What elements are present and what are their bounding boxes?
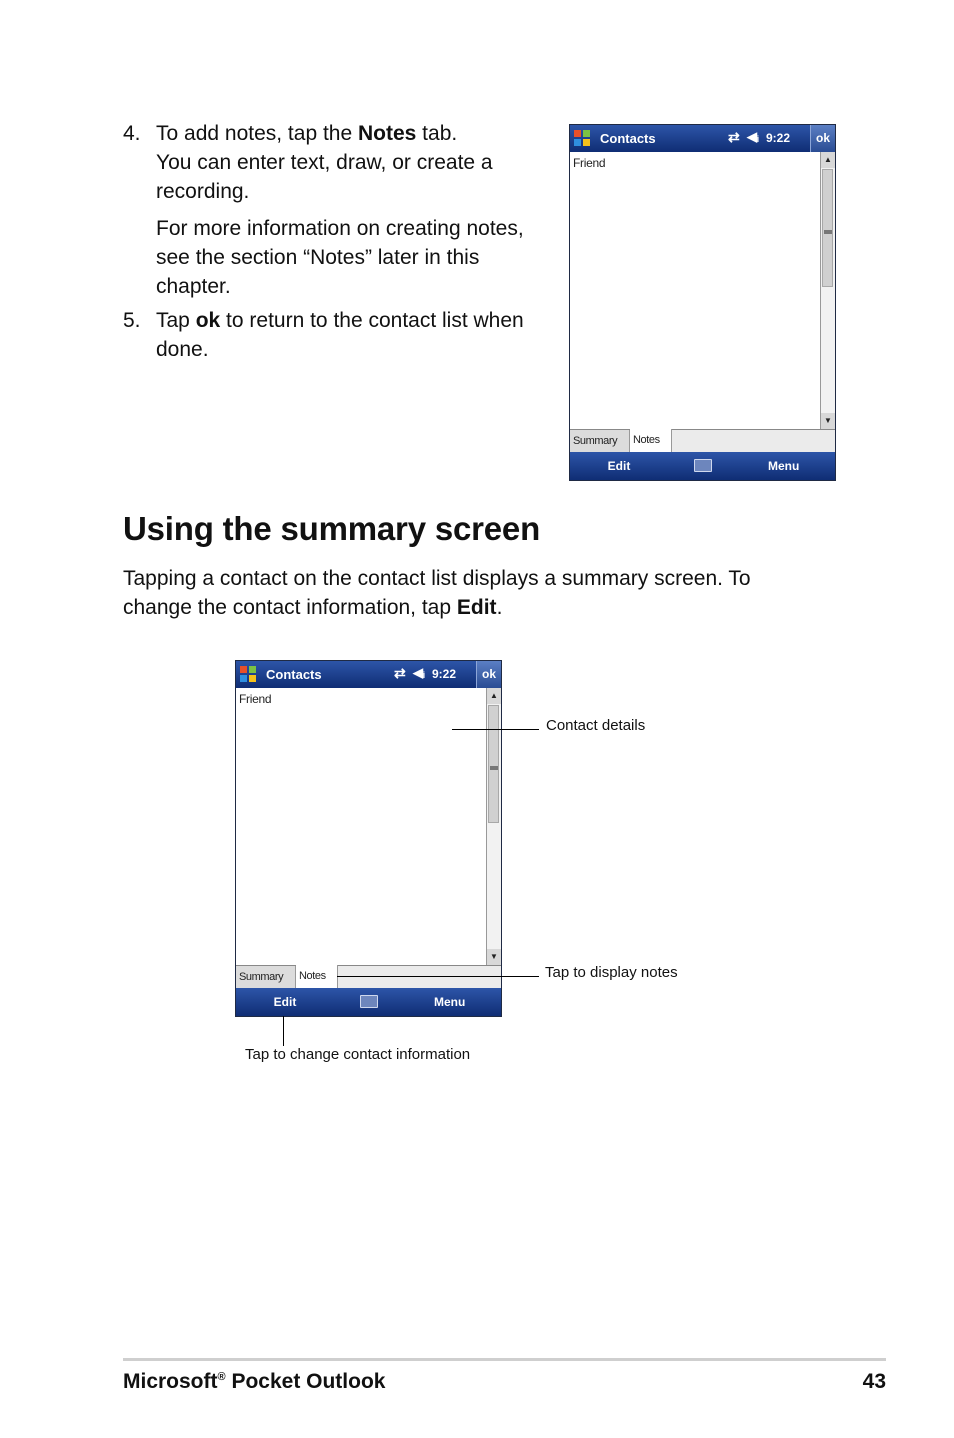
footer-brand: Microsoft [123, 1370, 218, 1393]
step-4-detail: You can enter text, draw, or create a recording. [156, 151, 493, 203]
menu-bar [236, 988, 501, 1016]
notes-keyword: Notes [357, 122, 417, 145]
scroll-down-icon[interactable]: ▼ [821, 413, 835, 429]
footer-title [123, 1370, 385, 1394]
step-4-after: tab. [416, 122, 458, 145]
edit-softkey[interactable]: Edit [607, 459, 631, 473]
contact-name: Friend [573, 156, 606, 170]
volume-icon[interactable]: ◀ᵢ [747, 129, 759, 144]
scroll-down-icon[interactable]: ▼ [487, 949, 501, 965]
menu-bar [570, 452, 835, 480]
page-number: 43 [862, 1370, 886, 1393]
scrollbar[interactable] [820, 152, 835, 429]
windows-start-icon[interactable] [240, 666, 257, 683]
tab-notes[interactable]: Notes [630, 429, 672, 454]
step-5-text [156, 306, 546, 364]
volume-icon[interactable]: ◀ᵢ [413, 665, 425, 680]
edit-softkey[interactable]: Edit [273, 995, 297, 1009]
app-title: Contacts [600, 131, 656, 146]
footer-rule [123, 1358, 886, 1361]
keyboard-icon[interactable] [360, 995, 378, 1008]
callout-change-info: Tap to change contact information [245, 1046, 471, 1063]
tab-notes[interactable]: Notes [296, 965, 338, 990]
keyboard-icon[interactable] [694, 459, 712, 472]
scroll-thumb[interactable] [488, 705, 499, 823]
menu-softkey[interactable]: Menu [768, 459, 800, 473]
device-screenshot-summary [235, 660, 502, 1017]
footer-product: Pocket Outlook [225, 1370, 386, 1393]
tab-summary[interactable]: Summary [236, 966, 296, 989]
scroll-up-icon[interactable]: ▲ [821, 152, 835, 168]
ok-button[interactable]: ok [476, 661, 501, 688]
tab-summary[interactable]: Summary [570, 430, 630, 453]
clock[interactable]: 9:22 [432, 667, 457, 681]
ok-button[interactable]: ok [810, 125, 835, 152]
step-4-more-info: For more information on creating notes, see the section “Notes” later in this chapter. [156, 217, 524, 298]
section-heading: Using the summary screen [123, 510, 541, 547]
callout-display-notes: Tap to display notes [545, 964, 678, 981]
step-5-after: to return to the contact list when done. [156, 309, 524, 361]
intro-after: . [496, 596, 503, 619]
intro-before: Tapping a contact on the contact list displays a summary screen. To change the contact information, tap [123, 567, 751, 619]
app-title: Contacts [266, 667, 322, 682]
windows-start-icon[interactable] [574, 130, 591, 147]
title-bar [570, 125, 835, 152]
sync-icon[interactable]: ⇄ [728, 129, 740, 145]
callout-line-contact-details [452, 729, 539, 730]
callout-line-change-info [283, 1016, 284, 1046]
step-4-number: 4. [123, 122, 141, 145]
menu-softkey[interactable]: Menu [434, 995, 466, 1009]
tab-strip [236, 965, 501, 990]
section-intro [123, 564, 803, 622]
tab-strip [570, 429, 835, 454]
title-bar [236, 661, 501, 688]
device-screenshot-notes [569, 124, 836, 481]
edit-keyword: Edit [456, 596, 497, 619]
callout-line-display-notes [337, 976, 539, 977]
callout-contact-details: Contact details [546, 717, 646, 734]
scroll-thumb[interactable] [822, 169, 833, 287]
step-4-before: To add notes, tap the [156, 122, 358, 145]
clock[interactable]: 9:22 [766, 131, 791, 145]
step-4-text [156, 119, 546, 309]
step-5-before: Tap [156, 309, 196, 332]
scroll-up-icon[interactable]: ▲ [487, 688, 501, 704]
registered-mark: ® [217, 1371, 226, 1383]
contact-name: Friend [239, 692, 272, 706]
step-5-number: 5. [123, 309, 141, 332]
ok-keyword: ok [195, 309, 221, 332]
sync-icon[interactable]: ⇄ [394, 665, 406, 681]
